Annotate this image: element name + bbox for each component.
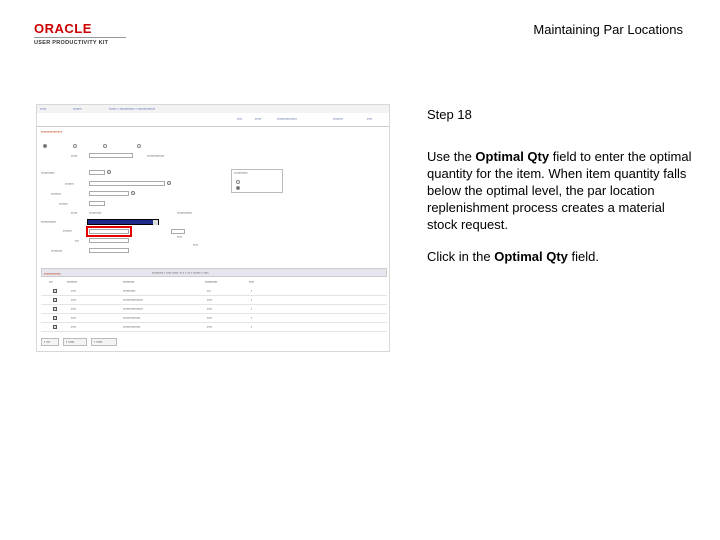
location-label: ▪▪▪▪▪▪▪▪▪ <box>51 249 63 253</box>
par-location-label: ▪▪▪▪▪▪▪▪▪▪▪ <box>41 171 55 175</box>
unit-id-label: ▪▪▪▪▪ <box>71 211 78 215</box>
screenshot-top-links: ▪▪▪▪▪ ▪▪▪▪▪▪▪ ▪▪▪▪▪▪ ▪ ▪▪▪▪▪▪▪▪▪▪▪▪ ▪ ▪▪▪▪▪▪▪▪▪▪▪▪▪▪ <box>37 105 389 113</box>
page-title: Maintaining Par Locations <box>533 22 683 37</box>
oracle-upk-logo <box>34 22 126 46</box>
screenshot-nav-bar: ▪▪▪▪ ▪▪▪▪▪ ▪▪▪▪▪▪▪▪▪▪▪▪▪▪▪▪ ▪▪▪▪▪▪▪▪ ▪▪▪▪ <box>37 113 389 127</box>
units-label: ▪▪▪▪ <box>193 243 198 247</box>
uom-label: ▪▪▪ <box>75 239 79 243</box>
unit-id-value: ▪▪▪▪▪▪▪▪▪▪ <box>89 211 102 215</box>
item-description: ▪▪▪▪▪▪▪▪▪▪▪▪▪▪ <box>147 154 165 158</box>
table-row: ▪▪▪▪ ▪▪▪▪▪▪▪▪▪▪ ▪▪▪ ▪ <box>41 287 387 296</box>
count-option-groupbox: ▪▪▪▪▪▪▪▪▪▪▪ <box>231 169 283 193</box>
quantity-field <box>171 229 185 234</box>
requester-field <box>89 181 165 186</box>
step-number: Step 18 <box>427 107 472 122</box>
field-name-emphasis: Optimal Qty <box>475 149 550 164</box>
instruction-text: field to enter the optimal quantity for the item. When item quantity falls below the optimal level, the par location replenishment process creates a material stock request. <box>427 149 692 232</box>
replenish-dropdown <box>87 219 159 225</box>
table-row: ▪▪▪▪ ▪▪▪▪▪▪▪▪▪▪▪▪▪▪▪▪ ▪▪▪▪ ▪ <box>41 305 387 314</box>
uom-field <box>89 238 129 243</box>
par-location-lookup-icon <box>107 170 111 174</box>
location-field <box>89 248 129 253</box>
table-row: ▪▪▪▪ ▪▪▪▪▪▪▪▪▪▪▪▪▪▪ ▪▪▪▪ ▪ <box>41 323 387 332</box>
radio-nonstock <box>103 144 107 148</box>
item-id-field <box>89 153 133 158</box>
radio-notreplenished <box>137 144 141 148</box>
optimal-qty-highlight[interactable] <box>86 226 132 237</box>
requester-label: ▪▪▪▪▪▪▪ <box>65 182 74 186</box>
unit-description: ▪▪▪▪▪▪▪▪▪▪▪▪ <box>177 211 192 215</box>
replenish-label: ▪▪▪▪▪▪▪▪▪▪▪▪ <box>41 220 56 224</box>
logo-divider <box>34 37 126 38</box>
item-id-label: ▪▪▪▪▪ <box>71 154 78 158</box>
par-location-field <box>89 170 105 175</box>
requester-lookup-icon <box>167 181 171 185</box>
application-screenshot: ▪▪▪▪▪ ▪▪▪▪▪▪▪ ▪▪▪▪▪▪ ▪ ▪▪▪▪▪▪▪▪▪▪▪▪ ▪ ▪▪▪▪▪▪▪▪▪▪▪▪▪▪ ▪▪▪▪ ▪▪▪▪▪ ▪▪▪▪▪▪▪▪▪▪▪▪▪▪▪▪ ▪▪▪▪▪▪▪▪ ▪▪▪▪ ▪▪▪▪▪▪▪▪▪▪▪▪▪▪▪ ▪▪▪▪▪ ▪▪▪▪▪▪▪▪▪▪▪▪▪▪ ▪▪▪▪▪▪▪▪▪▪▪ ▪▪▪▪▪▪▪ ▪▪▪▪▪▪▪▪ ▪▪▪▪▪▪▪ ▪▪▪▪▪▪▪▪▪▪▪ ▪▪▪▪▪ ▪▪▪▪▪▪▪▪▪▪ ▪▪▪▪▪▪▪▪▪▪▪▪ ▪▪▪▪▪▪▪▪▪▪▪▪ ▪▪▪▪▪▪▪ ▪▪▪▪ ▪▪▪ ▪▪▪▪ ▪▪▪▪▪▪▪▪▪ ▪▪▪▪▪▪▪▪▪▪▪▪ ▪▪▪▪▪▪▪▪▪ ▪ ▪▪▪▪ ▪▪▪▪▪ ▪▪ ▪ ▪ ▪▪ ▪ ▪▪▪▪▪▪ ▪ ▪▪▪▪ ▪▪▪ ▪▪▪▪▪▪▪▪ ▪▪▪▪▪▪▪▪▪ ▪▪▪▪▪▪▪▪▪▪ ▪▪▪▪ ▪▪▪▪ ▪▪▪▪▪▪▪▪▪▪ ▪▪▪ ▪ ▪▪▪▪ ▪▪▪▪▪▪▪▪▪▪▪▪▪▪▪▪ ▪▪▪▪ ▪ ▪▪▪▪ ▪▪▪▪▪▪▪▪▪▪▪▪▪▪▪▪ ▪▪▪▪ ▪ ▪▪▪▪ ▪▪▪▪▪▪▪▪▪▪▪▪▪▪ ▪▪▪▪ ▪ ▪▪▪▪ ▪▪▪▪▪▪▪▪▪▪▪▪▪▪ ▪▪▪▪ ▪ ▪ ▪▪▪ ▪ ▪▪▪▪▪ ▪ ▪▪▪▪▪ <box>36 104 390 352</box>
ship-to-label: ▪▪▪▪▪▪▪▪ <box>51 192 61 196</box>
track-type-label: ▪▪▪▪▪▪▪ <box>59 202 68 206</box>
table-row: ▪▪▪▪ ▪▪▪▪▪▪▪▪▪▪▪▪▪▪ ▪▪▪▪ ▪ <box>41 314 387 323</box>
screenshot-page-title: ▪▪▪▪▪▪▪▪▪▪▪▪▪▪▪ <box>41 129 63 134</box>
ship-to-lookup-icon <box>131 191 135 195</box>
action-text: Click in the <box>427 249 495 264</box>
action-paragraph <box>427 248 697 265</box>
par-locations-grid-header: ▪▪▪▪▪▪▪▪▪▪▪▪ ▪▪▪▪▪▪▪▪▪ ▪ ▪▪▪▪ ▪▪▪▪▪ ▪▪ ▪ ▪ ▪▪ ▪ ▪▪▪▪▪▪ ▪ ▪▪▪▪ <box>41 268 387 277</box>
quantity-label: ▪▪▪▪ <box>177 235 182 239</box>
table-row: ▪▪▪▪ ▪▪▪▪▪▪▪▪▪▪▪▪▪▪▪▪ ▪▪▪▪ ▪ <box>41 296 387 305</box>
optimal-qty-label: ▪▪▪▪▪▪▪ <box>63 229 72 233</box>
instruction-text: Use the <box>427 149 476 164</box>
field-name-emphasis: Optimal Qty <box>494 249 568 264</box>
logo-subtitle: USER PRODUCTIVITY KIT <box>34 40 109 46</box>
logo-wordmark: ORACLE <box>34 21 92 36</box>
track-type-field <box>89 201 105 206</box>
instruction-paragraph <box>427 148 697 233</box>
radio-workorder <box>73 144 77 148</box>
radio-stock <box>43 144 47 148</box>
action-text: field. <box>567 249 599 264</box>
ship-to-field <box>89 191 129 196</box>
